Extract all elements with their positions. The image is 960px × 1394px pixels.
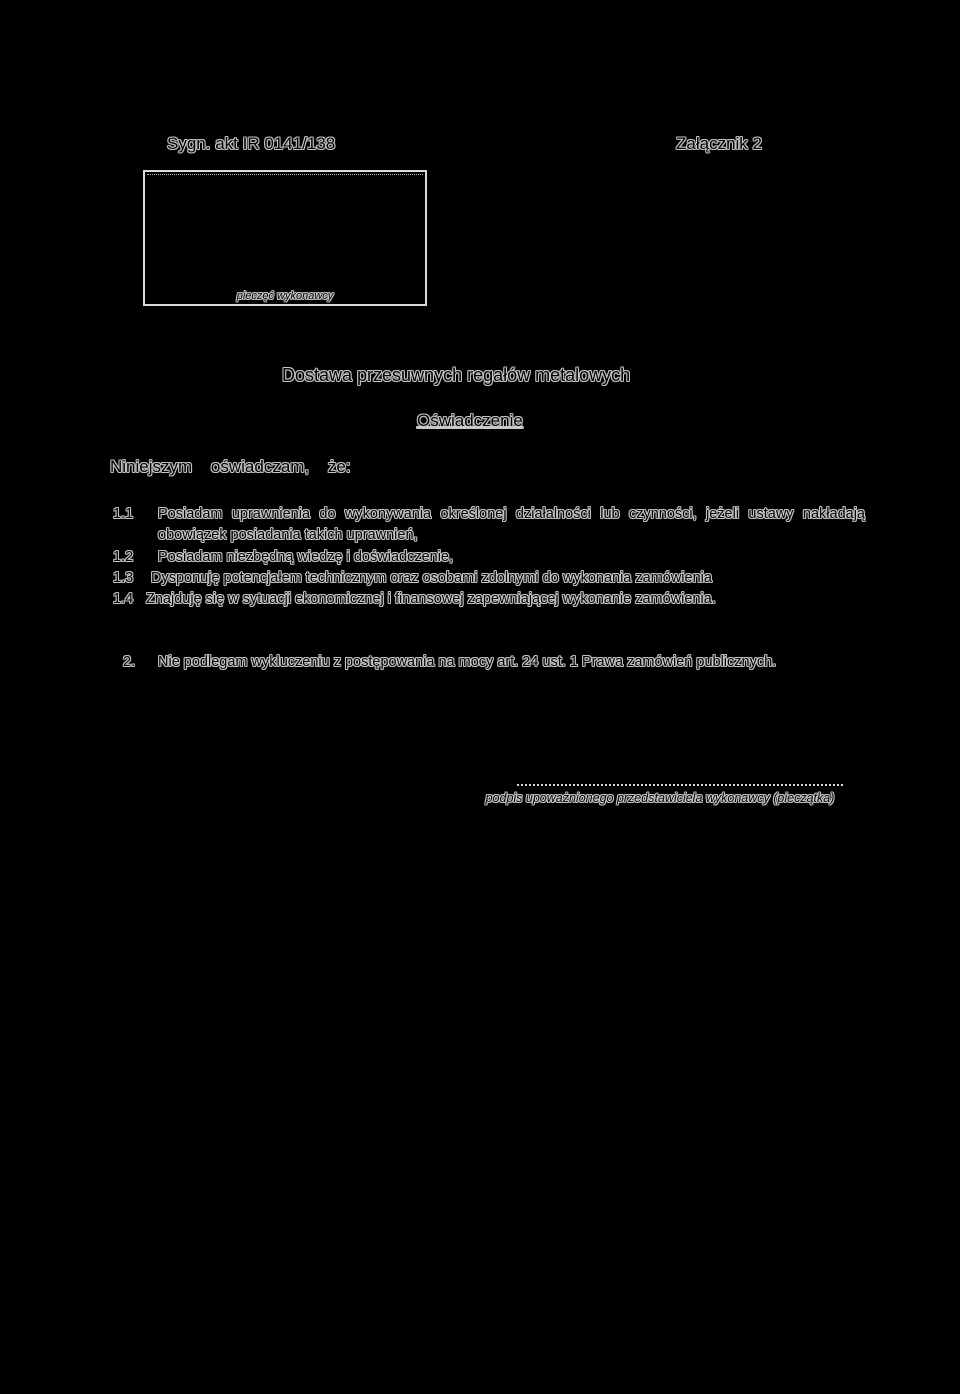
item-number: 1.3 <box>113 570 134 586</box>
stamp-label: pieczęć wykonawcy <box>236 290 334 302</box>
case-number: Sygn. akt IR 0141/138 <box>167 134 336 153</box>
document-subject: Dostawa przesuwnych regałów metalowych <box>282 365 631 385</box>
item-text: Znajduję się w sytuacji ekonomicznej i finansowej zapewniającej wykonanie zamówienia. <box>146 591 716 607</box>
intro-statement: Niniejszym oświadczam, że: <box>110 457 351 476</box>
document-heading: Oświadczenie <box>417 411 523 430</box>
attachment-label: Załącznik 2 <box>676 134 762 153</box>
signature-line <box>517 784 843 786</box>
item-number: 1.4 <box>113 591 134 607</box>
contractor-stamp-box <box>143 170 427 306</box>
item-number: 1.2 <box>113 549 134 565</box>
item-text: Posiadam uprawnienia do wykonywania określonej działalności lub czynności, jeżeli ustawy nakładają obowiązek posiadania takich uprawnień, <box>158 506 865 543</box>
item-number: 2. <box>123 654 136 670</box>
item-text: Nie podlegam wykluczeniu z postępowania na mocy art. 24 ust. 1 Prawa zamówień publicznych. <box>158 654 777 670</box>
signature-label: podpis upoważnionego przedstawiciela wykonawcy (pieczątka) <box>485 791 835 805</box>
item-text: Posiadam niezbędną wiedzę i doświadczenie, <box>158 549 454 565</box>
item-text: Dysponuję potencjałem technicznym oraz osobami zdolnymi do wykonania zamówienia <box>151 570 712 586</box>
item-number: 1.1 <box>113 506 134 522</box>
